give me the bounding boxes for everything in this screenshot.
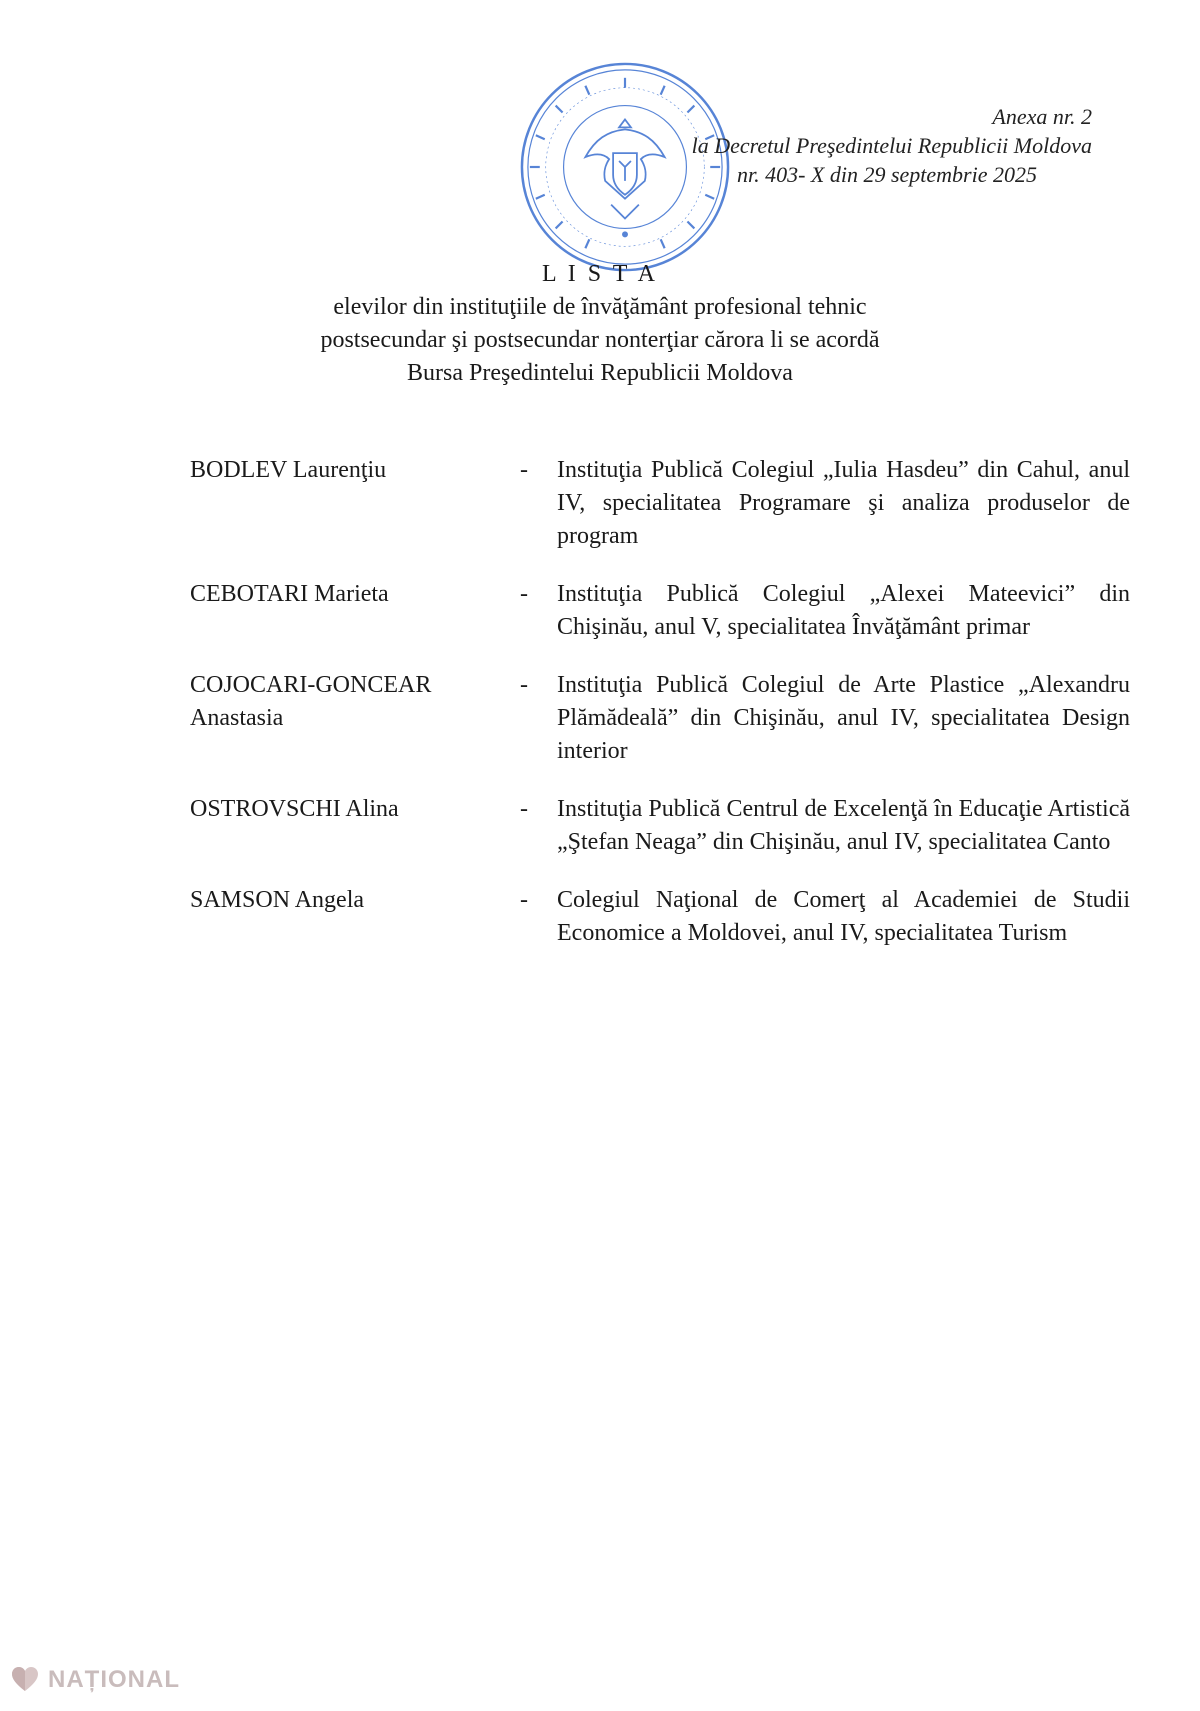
list-item: [190, 669, 1130, 768]
separator-dash: -: [520, 457, 528, 483]
annex-number: Anexa nr. 2: [992, 104, 1092, 129]
heart-logo-icon: [10, 1665, 40, 1695]
student-name: OSTROVSCHI Alina: [190, 796, 399, 822]
list-item: [190, 578, 1130, 644]
student-name: COJOCARI-GONCEAR Anastasia: [190, 672, 432, 731]
document-subtitle-line-2: postsecundar şi postsecundar nonterţiar cărora li se acordă: [320, 327, 880, 353]
separator-dash: -: [520, 887, 528, 913]
student-institution: Instituţia Publică Colegiul de Arte Plastice „Alexandru Plămădeală” din Chişinău, anul IV, specialitatea Design interior: [557, 672, 1130, 764]
list-item: [190, 454, 1130, 553]
student-institution: Colegiul Naţional de Comerţ al Academiei de Studii Economice a Moldovei, anul IV, specialitatea Turism: [557, 887, 1130, 946]
document-heading: [0, 258, 1200, 390]
student-name: CEBOTARI Marieta: [190, 581, 389, 607]
student-name: SAMSON Angela: [190, 887, 365, 913]
list-item: [190, 884, 1130, 950]
source-watermark: [10, 1663, 180, 1697]
student-institution: Instituţia Publică Colegiul „Iulia Hasdeu” din Cahul, anul IV, specialitatea Programare şi analiza produselor de program: [557, 457, 1130, 549]
student-name: BODLEV Laurenţiu: [190, 457, 387, 483]
list-item: [190, 793, 1130, 859]
student-institution: Instituţia Publică Colegiul „Alexei Mateevici” din Chişinău, anul V, specialitatea Învăţământ primar: [557, 581, 1130, 640]
separator-dash: -: [520, 581, 528, 607]
document-subtitle-line-1: elevilor din instituţiile de învăţământ profesional tehnic: [333, 294, 867, 320]
watermark-text: NAȚIONAL: [48, 1666, 180, 1693]
separator-dash: -: [520, 672, 528, 698]
separator-dash: -: [520, 796, 528, 822]
scholarship-list: [190, 454, 1130, 975]
document-subtitle-line-3: Bursa Preşedintelui Republicii Moldova: [407, 360, 793, 386]
annex-decree: la Decretul Preşedintelui Republicii Moldova: [691, 133, 1092, 158]
annex-reference: [572, 102, 1092, 189]
annex-decree-number: nr. 403- X din 29 septembrie 2025: [736, 162, 1037, 187]
student-institution: Instituţia Publică Centrul de Excelenţă în Educaţie Artistică „Ştefan Neaga” din Chişinău, anul IV, specialitatea Canto: [557, 796, 1130, 855]
document-title: L I S T A: [542, 261, 658, 287]
